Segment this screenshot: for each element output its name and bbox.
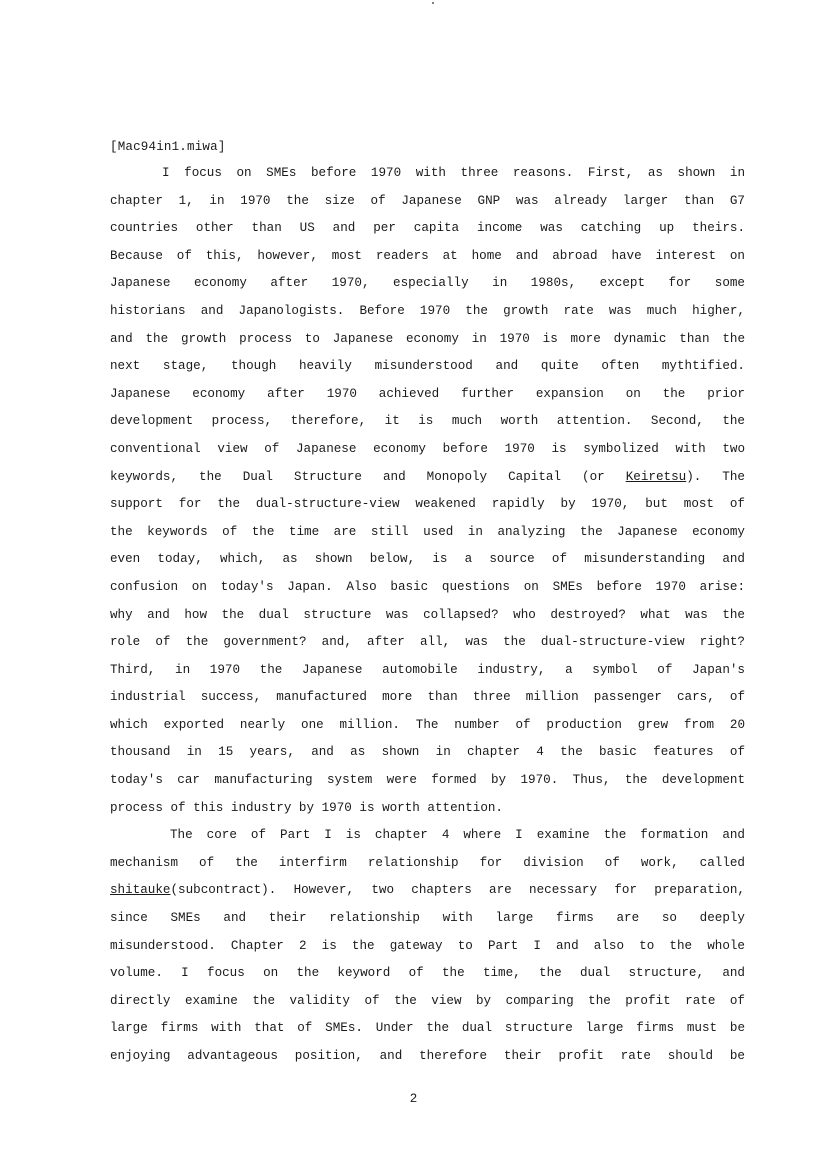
body-text [110,160,745,1071]
text-line: mechanism of the interfirm relationship for division of work, called [110,855,745,870]
text-line: keywords, the Dual Structure and Monopoly Capital (or Keiretsu). The [110,469,745,484]
text-line: the keywords of the time are still used in analyzing the Japanese economy [110,524,745,539]
text-line: confusion on today's Japan. Also basic questions on SMEs before 1970 arise: [110,579,745,594]
text-line: Japanese economy after 1970 achieved further expansion on the prior [110,386,745,401]
text-line: Japanese economy after 1970, especially in 1980s, except for some [110,276,745,291]
text-line: Because of this, however, most readers at home and abroad have interest on [110,248,745,263]
text-line: I focus on SMEs before 1970 with three reasons. First, as shown in [162,166,745,180]
text-line: The core of Part I is chapter 4 where I examine the formation and [170,828,745,843]
text-line: conventional view of Japanese economy before 1970 is symbolized with two [110,441,745,456]
page-number: 2 [409,1092,418,1106]
text-line: thousand in 15 years, and as shown in chapter 4 the basic features of [110,745,745,760]
text-line: which exported nearly one million. The number of production grew from 20 [110,717,745,732]
text-line: shitauke(subcontract). However, two chapters are necessary for preparation, [110,883,745,898]
text-line: process of this industry by 1970 is worth attention. [110,800,503,815]
text-line: why and how the dual structure was collapsed? who destroyed? what was the [110,607,745,622]
text-line: historians and Japanologists. Before 1970 the growth rate was much higher, [110,303,745,318]
text-line: Third, in 1970 the Japanese automobile industry, a symbol of Japan's [110,662,745,677]
text-line: directly examine the validity of the view by comparing the profit rate of [110,993,745,1008]
text-line: and the growth process to Japanese economy in 1970 is more dynamic than the [110,331,745,346]
text-line: chapter 1, in 1970 the size of Japanese GNP was already larger than G7 [110,193,745,208]
scan-speck [432,2,434,4]
text-line: next stage, though heavily misunderstood and quite often mythtified. [110,359,745,374]
text-line: countries other than US and per capita income was catching up theirs. [110,221,745,236]
text-line: support for the dual-structure-view weakened rapidly by 1970, but most of [110,497,745,512]
text-line: even today, which, as shown below, is a source of misunderstanding and [110,552,745,567]
text-line: enjoying advantageous position, and therefore their profit rate should be [110,1049,745,1063]
text-line: large firms with that of SMEs. Under the dual structure large firms must be [110,1021,745,1036]
text-line: misunderstood. Chapter 2 is the gateway to Part I and also to the whole [110,938,745,953]
text-line: since SMEs and their relationship with large firms are so deeply [110,911,745,926]
text-line: development process, therefore, it is much worth attention. Second, the [110,414,745,429]
file-label: [Mac94in1.miwa] [110,140,226,154]
text-line: role of the government? and, after all, was the dual-structure-view right? [110,635,745,650]
text-line: industrial success, manufactured more than three million passenger cars, of [110,690,745,705]
text-line: volume. I focus on the keyword of the time, the dual structure, and [110,966,745,981]
text-line: today's car manufacturing system were formed by 1970. Thus, the development [110,773,745,788]
